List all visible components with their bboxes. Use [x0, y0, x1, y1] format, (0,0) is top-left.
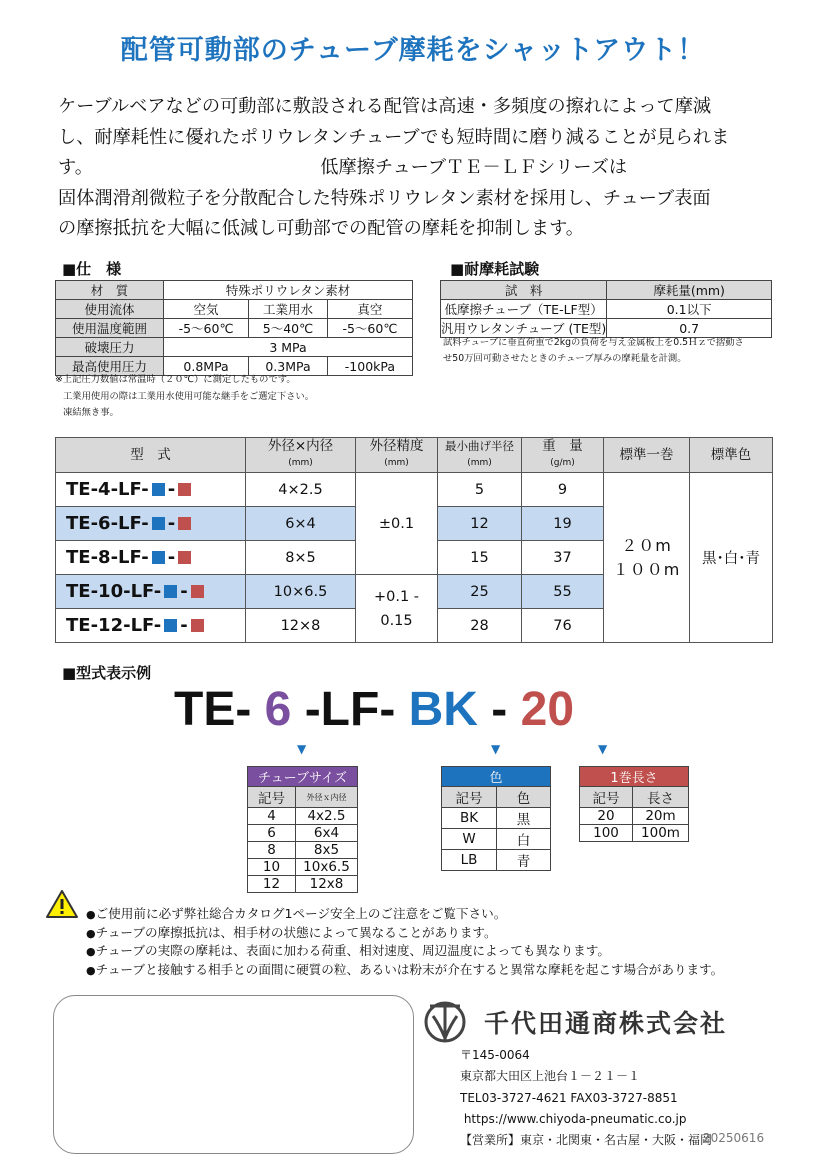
model-cell — [56, 541, 246, 575]
company-address-block — [460, 1045, 712, 1151]
document-date: 20250616 — [703, 1131, 765, 1145]
spec-cell: 0.8MPa — [164, 357, 249, 376]
wear-sample: 低摩擦チューブ（TE-LF型） — [441, 300, 607, 319]
unit-mm: (mm) — [384, 458, 409, 468]
col-model: 型 式 — [56, 438, 246, 473]
bend-cell: 25 — [438, 575, 522, 609]
caution-text: チューブと接触する相手との面間に硬質の粒、あるいは粉末が介在すると異常な摩耗を起こす場合があります。 — [95, 961, 724, 977]
wear-value: 0.7 — [607, 319, 772, 338]
color-value: 黒 — [497, 808, 551, 829]
caution-item — [86, 961, 723, 980]
length-square — [191, 585, 204, 598]
arrow-down-icon: ▼ — [491, 742, 501, 756]
company-logo-icon — [421, 998, 469, 1044]
caution-item — [86, 905, 723, 924]
color-code-table — [441, 766, 551, 871]
wear-note-line: せ50万回可動させたときのチューブ厚みの摩耗量を計測。 — [443, 352, 687, 364]
bullet: ● — [86, 945, 96, 958]
spec-cell: 0.3MPa — [249, 357, 328, 376]
model-name: TE-4-LF- — [66, 479, 149, 500]
spec-label: 使用流体 — [56, 300, 164, 319]
caution-item — [86, 924, 723, 943]
color-code: BK — [442, 808, 497, 829]
unit-mm: (mm) — [288, 458, 313, 468]
length-value: 100m — [633, 825, 689, 842]
dash: - — [167, 513, 176, 534]
size-value: 6x4 — [296, 825, 358, 842]
size-cell: 4×2.5 — [246, 473, 356, 507]
size-cell: 12×8 — [246, 609, 356, 643]
spec-cell: 空気 — [164, 300, 249, 319]
website-link[interactable]: https://www.chiyoda-pneumatic.co.jp — [460, 1111, 687, 1126]
col-roll: 標準一巻 — [604, 438, 690, 473]
col-tolerance-label: 外径精度 — [369, 438, 424, 454]
spec-notes — [55, 372, 314, 422]
length-code-header: 長さ — [633, 787, 689, 808]
spec-note: ※上記圧力数値は常温時（２０℃）に測定したものです。 — [55, 374, 296, 385]
size-cell: 6×4 — [246, 507, 356, 541]
size-code-header: 記号 — [248, 787, 296, 808]
bend-cell: 5 — [438, 473, 522, 507]
bullet: ● — [86, 963, 96, 977]
example-size: 6 — [264, 683, 292, 736]
example-mid: -LF- — [291, 683, 409, 736]
spec-note: 凍結無き事。 — [63, 407, 119, 418]
model-name: TE-6-LF- — [66, 513, 149, 534]
color-square — [164, 585, 177, 598]
caution-text: ご使用前に必ず弊社総合カタログ1ページ安全上のご注意をご覧下さい。 — [95, 906, 507, 921]
length-code-table — [579, 766, 689, 842]
model-name: TE-12-LF- — [66, 615, 162, 636]
spec-cell: -5～60℃ — [164, 319, 249, 338]
color-code-caption: 色 — [442, 767, 551, 787]
dash: - — [180, 615, 188, 636]
wear-note-line: 試料チューブに垂直荷重で2kgの負荷を与え金属板上を0.5Ｈｚで摺動さ — [443, 337, 744, 348]
col-tolerance — [356, 438, 438, 473]
color-code-header: 記号 — [442, 787, 497, 808]
col-weight — [522, 438, 604, 473]
color-square — [152, 551, 165, 564]
weight-cell: 55 — [522, 575, 604, 609]
model-example — [174, 682, 574, 737]
model-name: TE-10-LF- — [66, 581, 162, 602]
caution-item — [86, 942, 723, 961]
weight-cell: 19 — [522, 507, 604, 541]
tolerance-line: +0.1 - — [373, 588, 420, 605]
intro-line: ケーブルベアなどの可動部に敷設される配管は高速・多頻度の擦れによって摩滅 — [58, 96, 712, 117]
spec-note: 工業用使用の際は工業用水使用可能な継手をご選定下さい。 — [63, 390, 315, 402]
size-value: 4x2.5 — [296, 808, 358, 825]
dash: - — [167, 479, 176, 500]
bullet: ● — [86, 908, 96, 921]
spec-value: 特殊ポリウレタン素材 — [164, 281, 413, 300]
col-size — [246, 438, 356, 473]
wear-sample: 汎用ウレタンチューブ (TE型) — [441, 319, 607, 338]
wear-col-header: 摩耗量(mm) — [607, 281, 772, 300]
spec-table — [55, 280, 413, 376]
length-code: 100 — [580, 825, 633, 842]
length-code-header: 記号 — [580, 787, 633, 808]
color-value: 青 — [497, 850, 551, 871]
col-bend-label: 最小曲げ半径 — [445, 439, 514, 453]
roll-20: ２０m — [621, 535, 672, 555]
size-code: 4 — [248, 808, 296, 825]
color-code: LB — [442, 850, 497, 871]
caution-text: チューブの実際の摩耗は、表面に加わる荷重、相対速度、周辺温度によっても異なります。 — [95, 943, 610, 958]
color-square — [152, 517, 165, 530]
company-name: 千代田通商株式会社 — [484, 1009, 728, 1038]
model-cell — [56, 575, 246, 609]
size-value: 12x8 — [296, 876, 358, 893]
unit-gm: (g/m) — [550, 458, 575, 468]
example-length: 20 — [520, 683, 575, 736]
example-prefix: TE- — [174, 683, 265, 736]
spec-label: 最高使用圧力 — [56, 357, 164, 376]
size-value: 10x6.5 — [296, 859, 358, 876]
arrow-down-icon: ▼ — [598, 742, 608, 756]
caution-text: チューブの摩擦抵抗は、相手材の状態によって異なることがあります。 — [95, 924, 497, 940]
dash: - — [167, 547, 176, 568]
tolerance-cell — [356, 575, 438, 643]
caution-list — [86, 905, 723, 979]
roll-cell — [604, 473, 690, 643]
address: 東京都大田区上池台１－２１－１ — [460, 1069, 641, 1084]
stamp-box — [53, 995, 414, 1154]
intro-line: す。 低摩擦チューブＴＥ－ＬＦシリーズは — [58, 157, 628, 178]
col-color: 標準色 — [690, 438, 773, 473]
col-bend — [438, 438, 522, 473]
spec-heading: ■仕 様 — [62, 260, 122, 278]
wear-heading: ■耐摩耗試験 — [450, 260, 540, 278]
length-square — [178, 517, 191, 530]
example-sep: - — [477, 683, 521, 736]
wear-col-header: 試 料 — [441, 281, 607, 300]
warning-icon — [45, 889, 79, 919]
size-value: 8x5 — [296, 842, 358, 859]
wear-value: 0.1以下 — [607, 300, 772, 319]
model-name: TE-8-LF- — [66, 547, 149, 568]
length-code: 20 — [580, 808, 633, 825]
tolerance-line: 0.15 — [380, 612, 413, 629]
spec-cell: 真空 — [327, 300, 412, 319]
color-code: W — [442, 829, 497, 850]
size-cell: 10×6.5 — [246, 575, 356, 609]
size-code: 12 — [248, 876, 296, 893]
model-table — [55, 437, 773, 643]
bend-cell: 12 — [438, 507, 522, 541]
spec-cell: -100kPa — [327, 357, 412, 376]
page-title: 配管可動部のチューブ摩耗をシャットアウト！ — [120, 35, 706, 66]
model-cell — [56, 609, 246, 643]
length-code-caption: 1巻長さ — [580, 767, 689, 787]
spec-value: 3 MPa — [164, 338, 413, 357]
standard-color-cell: 黒･白･青 — [690, 473, 773, 643]
size-code-caption: チューブサイズ — [248, 767, 358, 787]
size-code-table — [247, 766, 358, 893]
intro-line: の摩擦抵抗を大幅に低減し可動部での配管の摩耗を抑制します。 — [58, 218, 584, 239]
color-square — [164, 619, 177, 632]
col-size-label: 外径×内径 — [267, 438, 334, 454]
roll-100: １００m — [612, 559, 681, 579]
size-cell: 8×5 — [246, 541, 356, 575]
wear-note — [443, 335, 783, 366]
weight-cell: 37 — [522, 541, 604, 575]
intro-line: 固体潤滑剤微粒子を分散配合した特殊ポリウレタン素材を採用し、チューブ表面 — [58, 187, 711, 209]
size-code: 10 — [248, 859, 296, 876]
dash: - — [180, 581, 188, 602]
size-code-header: 外径ｘ内径 — [296, 787, 358, 808]
spec-cell: 工業用水 — [249, 300, 328, 319]
model-cell — [56, 473, 246, 507]
intro-text — [58, 92, 776, 245]
length-square — [191, 619, 204, 632]
length-value: 20m — [633, 808, 689, 825]
spec-label: 材 質 — [56, 281, 164, 300]
wear-table — [440, 280, 772, 338]
intro-line: し、耐摩耗性に優れたポリウレタンチューブでも短時間に磨り減ることが見られま — [58, 126, 730, 148]
example-heading: ■型式表示例 — [62, 664, 152, 682]
unit-mm: (mm) — [467, 458, 492, 468]
length-square — [178, 483, 191, 496]
offices: 【営業所】東京・北関東・名古屋・大阪・福岡 — [460, 1133, 713, 1148]
size-code: 6 — [248, 825, 296, 842]
spec-label: 使用温度範囲 — [56, 319, 164, 338]
spec-label: 破壊圧力 — [56, 338, 164, 357]
color-value: 白 — [497, 829, 551, 850]
color-code-header: 色 — [497, 787, 551, 808]
bend-cell: 15 — [438, 541, 522, 575]
color-square — [152, 483, 165, 496]
phone-fax: TEL03-3727-4621 FAX03-3727-8851 — [460, 1090, 678, 1105]
zip-code: 〒145-0064 — [460, 1048, 530, 1062]
bend-cell: 28 — [438, 609, 522, 643]
example-color: BK — [408, 683, 478, 736]
weight-cell: 9 — [522, 473, 604, 507]
col-weight-label: 重 量 — [542, 438, 583, 454]
size-code: 8 — [248, 842, 296, 859]
bullet: ● — [86, 926, 96, 940]
tolerance-cell: ±0.1 — [356, 473, 438, 575]
length-square — [178, 551, 191, 564]
arrow-down-icon: ▼ — [297, 742, 307, 756]
spec-cell: 5～40℃ — [249, 319, 328, 338]
spec-cell: -5～60℃ — [327, 319, 412, 338]
weight-cell: 76 — [522, 609, 604, 643]
model-cell — [56, 507, 246, 541]
